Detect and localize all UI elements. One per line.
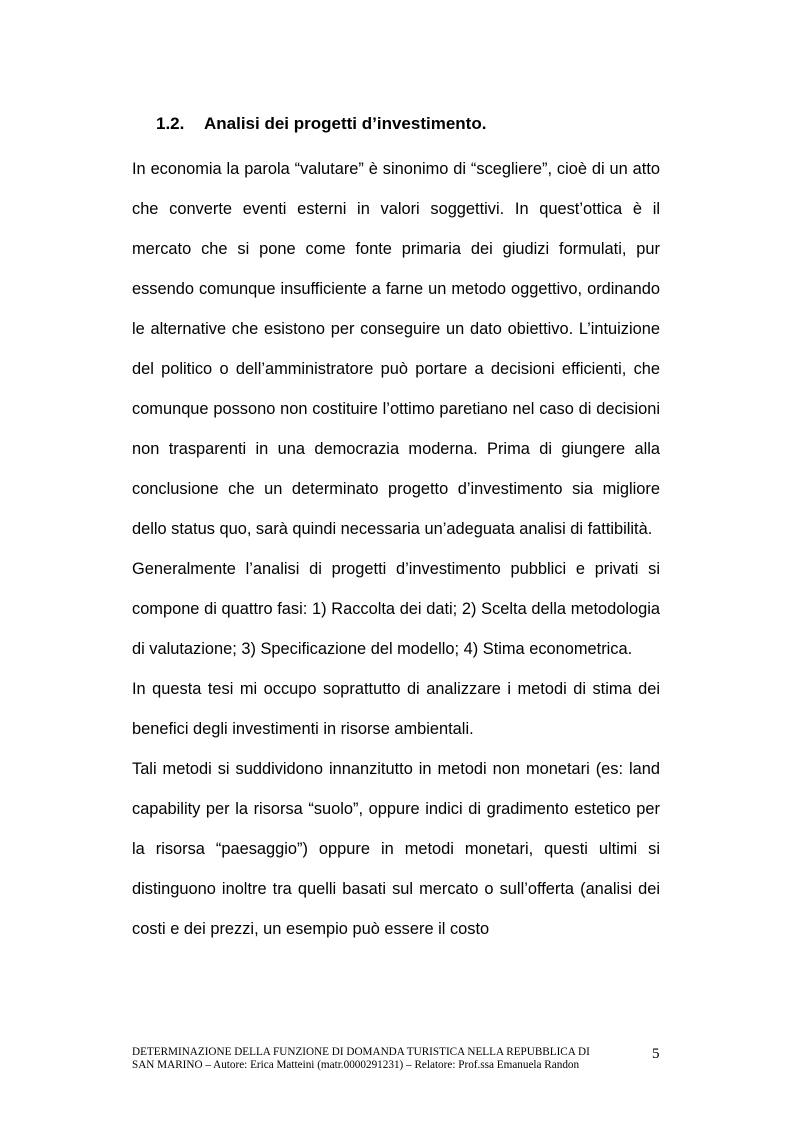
paragraph: In economia la parola “valutare” è sinonimo di “scegliere”, cioè di un atto che converte eventi esterni in valori soggettivi. In quest’ottica è il mercato che si pone come fonte primaria dei giudizi formulati, pur essendo comunque insufficiente a farne un metodo oggettivo, ordinando le alternative che esistono per conseguire un dato obiettivo. L’intuizione del politico o dell’amministratore può portare a decisioni efficienti, che comunque possono non costituire l’ottimo paretiano nel caso di decisioni non trasparenti in una democrazia moderna. Prima di giungere alla conclusione che un determinato progetto d’investimento sia migliore dello status quo, sarà quindi necessaria un’adeguata analisi di fattibilità. [132,160,660,538]
section-title: Analisi dei progetti d’investimento. [204,114,487,133]
paragraph: In questa tesi mi occupo soprattutto di analizzare i metodi di stima dei benefici degli investimenti in risorse ambientali. [132,680,660,738]
footer-line-2: SAN MARINO – Autore: Erica Matteini (matr.0000291231) – Relatore: Prof.ssa Emanuela Randon [132,1059,580,1071]
page-number: 5 [652,1046,660,1062]
paragraph: Generalmente l’analisi di progetti d’investimento pubblici e privati si compone di quattro fasi: 1) Raccolta dei dati; 2) Scelta della metodologia di valutazione; 3) Specificazione del modello; 4) Stima econometrica. [132,560,660,658]
section-heading [156,112,486,136]
footer-line-1: DETERMINAZIONE DELLA FUNZIONE DI DOMANDA TURISTICA NELLA REPUBBLICA DI [132,1046,590,1058]
section-number: 1.2. [156,114,185,133]
body-text [132,149,660,949]
page-footer [132,1046,662,1072]
paragraph: Tali metodi si suddividono innanzitutto in metodi non monetari (es: land capability per la risorsa “suolo”, oppure indici di gradimento estetico per la risorsa “paesaggio”) oppure in metodi monetari, questi ultimi si distinguono inoltre tra quelli basati sul mercato o sull’offerta (analisi dei costi e dei prezzi, un esempio può essere il costo [132,760,660,938]
